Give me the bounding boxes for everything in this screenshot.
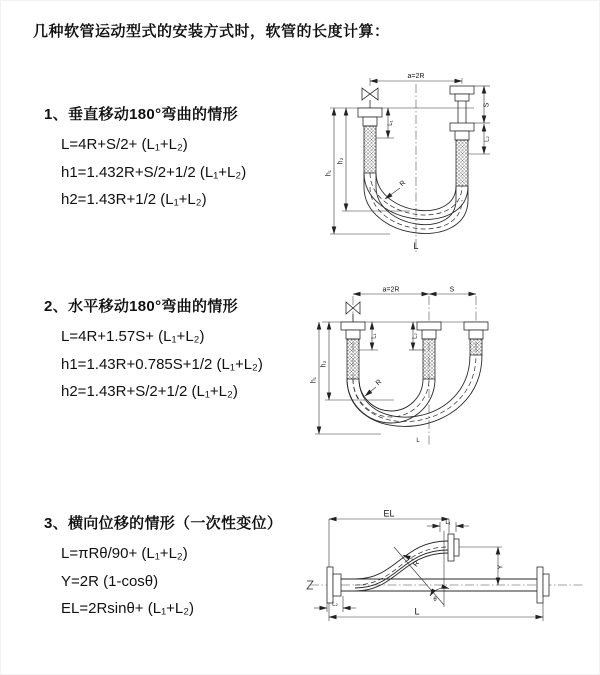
dim-label-l1: L₁	[371, 333, 378, 339]
angle-construction	[394, 531, 449, 607]
section-2-heading: 2、水平移动180°弯曲的情形	[44, 298, 238, 315]
braided-hose-section	[470, 339, 482, 355]
dim-label-l1: L₁	[388, 120, 394, 126]
section-3-heading: 3、横向位移的情形（一次性变位）	[44, 515, 283, 532]
centerlines	[353, 296, 476, 446]
dim-label-a2r: a=2R	[407, 73, 425, 80]
braided-hose-section	[456, 140, 468, 186]
section-2-formulas	[61, 323, 319, 406]
dim-label-h1: h₁	[325, 169, 333, 177]
page-title: 几种软管运动型式的安装方式时，软管的长度计算：	[33, 23, 390, 40]
dim-label-s: S	[449, 286, 455, 294]
dim-label-h2: h₂	[320, 360, 328, 368]
dim-label-l: L	[416, 438, 420, 444]
section-1-formulas	[61, 131, 319, 214]
left-fitting	[341, 322, 365, 379]
valve-icon	[362, 88, 378, 100]
dim-label-l2: L₂	[484, 136, 491, 142]
section-3-formulas	[61, 540, 319, 623]
dim-label-l2: L₂	[332, 601, 338, 608]
left-fitting	[358, 108, 382, 173]
section-1	[44, 103, 319, 214]
dim-label-r: R	[398, 179, 408, 189]
dim-label-r: R	[374, 378, 384, 388]
right-fitting	[464, 322, 488, 355]
formula-line: h2=1.43R+S/2+1/2 (L₁+L₂)	[61, 383, 238, 400]
right-flange	[537, 567, 549, 603]
dim-label-theta: θ	[433, 597, 437, 603]
formula-line: L=4R+S/2+ (L₁+L₂)	[61, 136, 188, 153]
dim-label-l: L	[414, 606, 420, 617]
dim-label-el: EL	[383, 508, 395, 519]
formula-line: Y=2R (1-cosθ)	[61, 572, 159, 590]
centerlines	[370, 78, 462, 252]
dimensions	[311, 287, 477, 445]
formula-line: h2=1.43R+1/2 (L₁+L₂)	[61, 191, 207, 208]
dim-label-r: R	[412, 560, 422, 569]
right-fitting	[450, 86, 474, 186]
formula-line: L=πRθ/90+ (L₁+L₂)	[61, 545, 188, 562]
braided-hose-section	[347, 339, 359, 379]
dim-label-y: Y	[497, 564, 505, 570]
formula-line: h1=1.432R+S/2+1/2 (L₁+L₂)	[61, 163, 247, 181]
formula-line: EL=2Rsinθ+ (L₁+L₂)	[61, 600, 195, 617]
dim-label-l: L	[413, 241, 419, 251]
braided-hose-section	[364, 126, 376, 173]
formula-line: L=4R+1.57S+ (L₁+L₂)	[61, 328, 205, 345]
diagram-horizontal-180-bend	[306, 284, 590, 461]
diagram-vertical-180-bend	[312, 66, 584, 258]
dim-label-l2: L₂	[412, 333, 419, 339]
dim-label-s: S	[483, 102, 491, 108]
formula-line: h1=1.43R+0.785S+1/2 (L₁+L₂)	[61, 355, 263, 373]
dim-label-h2: h₂	[337, 157, 345, 165]
left-flange	[327, 567, 341, 603]
dimensions	[314, 509, 543, 622]
dim-label-h1: h₁	[310, 376, 318, 384]
middle-fitting	[417, 322, 441, 379]
section-1-heading: 1、垂直移动180°弯曲的情形	[44, 106, 238, 123]
diagram-lateral-displacement	[297, 505, 591, 647]
section-3	[44, 512, 319, 623]
braided-hose-section	[423, 339, 435, 379]
hose-u-bend-position-1	[347, 379, 435, 423]
section-2	[44, 295, 319, 406]
upper-flange	[448, 534, 459, 561]
hose-s-curve	[355, 541, 448, 591]
dim-label-a2r: a=2R	[382, 286, 400, 294]
dim-label-l1: L₁	[445, 520, 451, 526]
